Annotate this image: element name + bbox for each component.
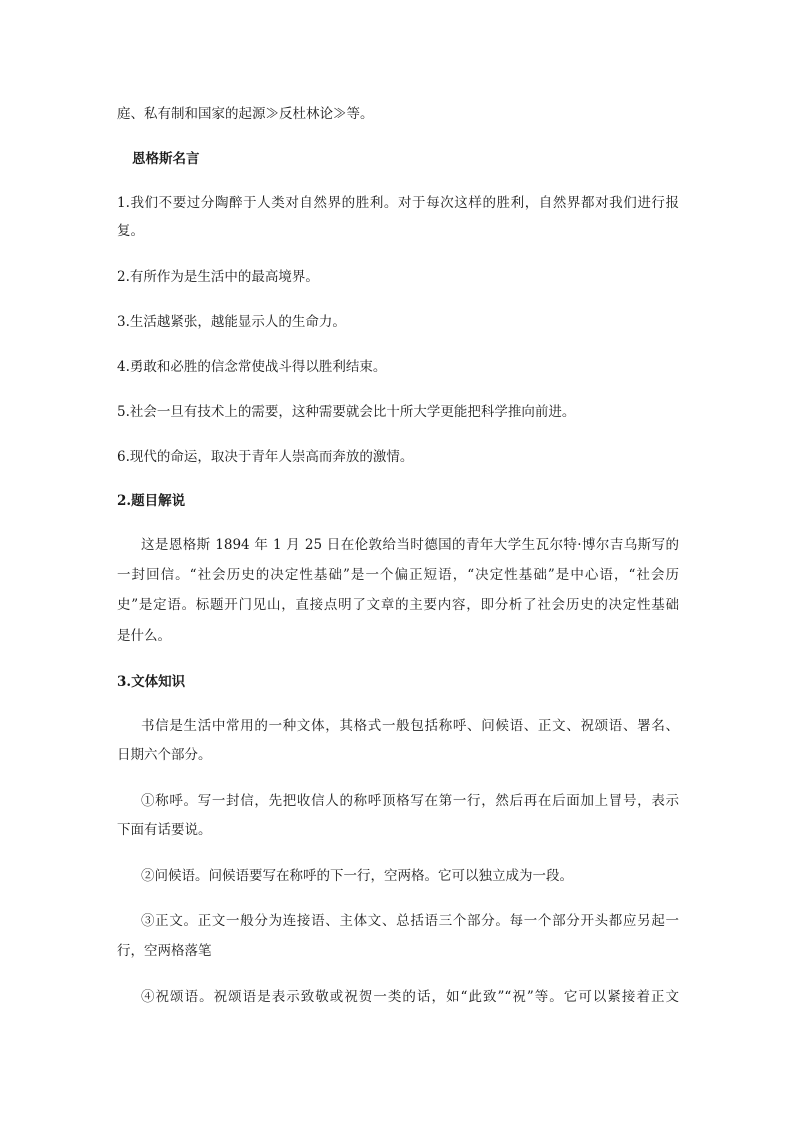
section-3-para-1-line-1: 书信是生活中常用的一种文体，其格式一般包括称呼、问候语、正文、祝颂语、署名、 bbox=[141, 718, 679, 734]
quote-1-line-2: 复。 bbox=[117, 223, 144, 239]
quote-4: 4.勇敢和必胜的信念常使战斗得以胜利结束。 bbox=[117, 359, 387, 375]
section-3-item-1-line-2: 下面有话要说。 bbox=[117, 822, 212, 838]
section-3-item-3-line-1: ③正文。正文一般分为连接语、主体文、总括语三个部分。每一个部分开头都应另起一 bbox=[141, 913, 679, 929]
quotes-heading: 恩格斯名言 bbox=[132, 151, 200, 167]
quote-1-line-1: 1.我们不要过分陶醉于人类对自然界的胜利。对于每次这样的胜利，自然界都对我们进行报 bbox=[117, 195, 679, 211]
section-2-line-2: 一封回信。“社会历史的决定性基础”是一个偏正短语，“决定性基础”是中心语，“社会历 bbox=[117, 567, 679, 583]
section-3-item-4-line-1: ④祝颂语。祝颂语是表示致敬或祝贺一类的话，如“此致”“祝”等。它可以紧接着正文 bbox=[141, 989, 679, 1005]
section-3-heading: 3.文体知识 bbox=[117, 674, 186, 690]
section-3-item-1-line-1: ①称呼。写一封信，先把收信人的称呼顶格写在第一行，然后再在后面加上冒号，表示 bbox=[141, 793, 679, 809]
quote-2: 2.有所作为是生活中的最高境界。 bbox=[117, 269, 319, 285]
section-3-para-1-line-2: 日期六个部分。 bbox=[117, 747, 212, 763]
section-3-item-2: ②问候语。问候语要写在称呼的下一行，空两格。它可以独立成为一段。 bbox=[141, 868, 573, 884]
quote-5: 5.社会一旦有技术上的需要，这种需要就会比十所大学更能把科学推向前进。 bbox=[117, 404, 576, 420]
section-2-line-1: 这是恩格斯 1894 年 1 月 25 日在伦敦给当时德国的青年大学生瓦尔特·博尔吉乌斯写的 bbox=[141, 537, 679, 553]
intro-tail-text: 庭、私有制和国家的起源≫反杜林论≫等。 bbox=[117, 106, 374, 122]
section-2-heading: 2.题目解说 bbox=[117, 493, 186, 509]
quote-3: 3.生活越紧张，越能显示人的生命力。 bbox=[117, 314, 346, 330]
section-2-line-4: 是什么。 bbox=[117, 628, 171, 644]
section-2-line-3: 史”是定语。标题开门见山，直接点明了文章的主要内容，即分析了社会历史的决定性基础 bbox=[117, 597, 679, 613]
section-3-item-3-line-2: 行，空两格落笔 bbox=[117, 943, 212, 959]
quote-6: 6.现代的命运，取决于青年人崇高而奔放的激情。 bbox=[117, 449, 414, 465]
